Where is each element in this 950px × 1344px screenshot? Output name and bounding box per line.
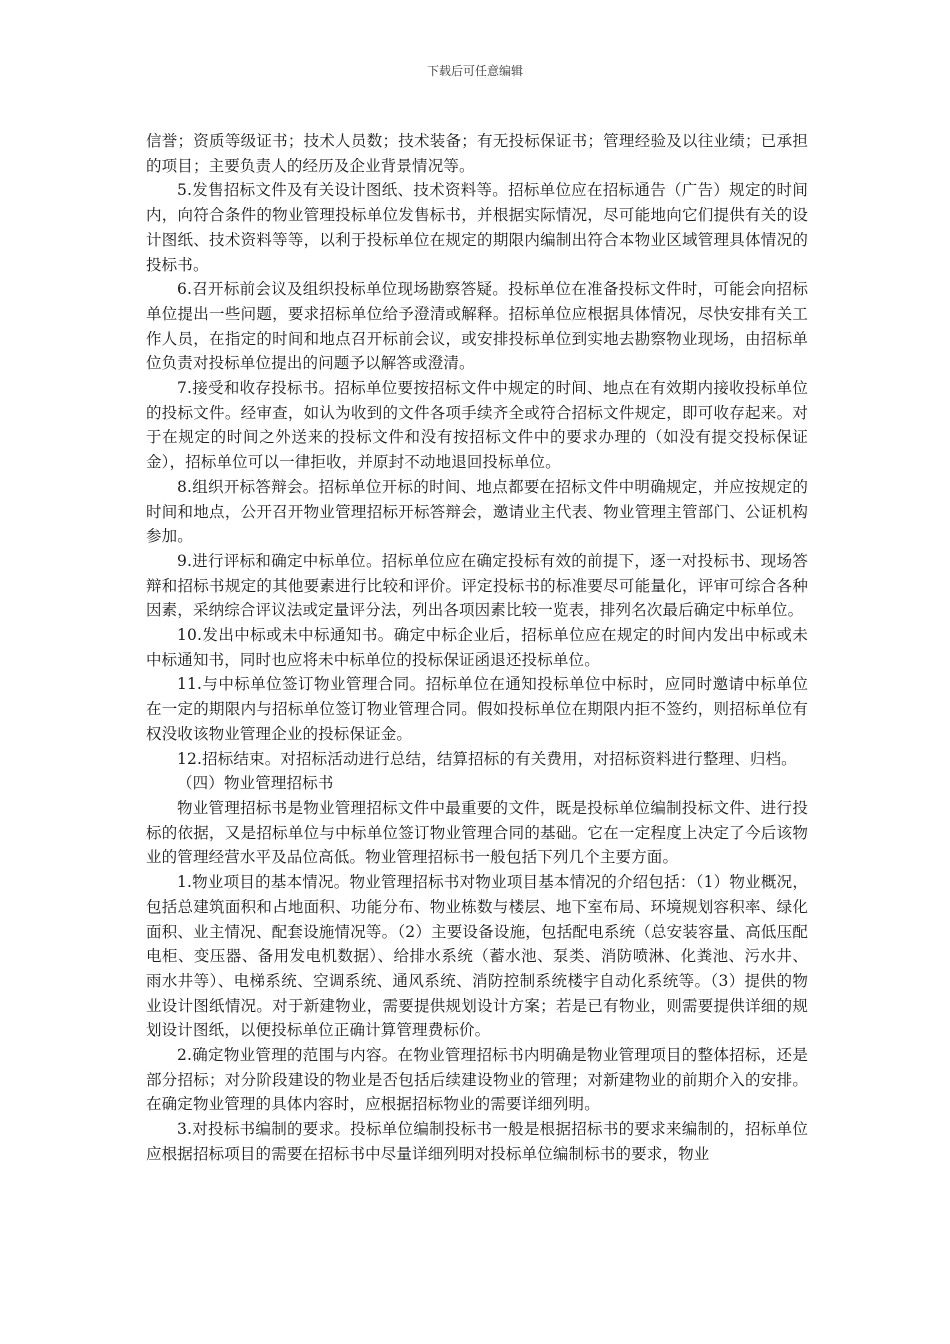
paragraph: 10.发出中标或未中标通知书。确定中标企业后，招标单位应在规定的时间内发出中标或未中标通知书，同时也应将未中标单位的投标保证函退还投标单位。 xyxy=(146,626,808,669)
paragraph: 物业管理招标书是物业管理招标文件中最重要的文件，既是投标单位编制投标文件、进行投标的依据，又是招标单位与中标单位签订物业管理合同的基础。它在一定程度上决定了今后该物业的管理经营水平及品位高低。物业管理招标书一般包括下列几个主要方面。 xyxy=(146,798,808,867)
section-heading: （四）物业管理招标书 xyxy=(177,774,334,793)
paragraph: 3.对投标书编制的要求。投标单位编制投标书一般是根据招标书的要求来编制的，招标单位应根据招标项目的需要在招标书中尽量详细列明对投标单位编制标书的要求，物业 xyxy=(146,1120,808,1163)
paragraph: 9.进行评标和确定中标单位。招标单位应在确定投标有效的前提下，逐一对投标书、现场答辩和招标书规定的其他要素进行比较和评价。评定投标书的标准要尽可能量化，评审可综合各种因素，采纳综合评议法或定量评分法，列出各项因素比较一览表，排列名次最后确定中标单位。 xyxy=(146,551,808,620)
paragraph: 11.与中标单位签订物业管理合同。招标单位在通知投标单位中标时，应同时邀请中标单位在一定的期限内与招标单位签订物业管理合同。假如投标单位在期限内拒不签约，则招标单位有权没收该物业管理企业的投标保证金。 xyxy=(146,675,808,743)
document-body xyxy=(146,129,808,1167)
paragraph: 6.召开标前会议及组织投标单位现场勘察答疑。投标单位在准备投标文件时，可能会向招标单位提出一些问题，要求招标单位给予澄清或解释。招标单位应根据具体情况，尽快安排有关工作人员，在指定的时间和地点召开标前会议，或安排投标单位到实地去勘察物业现场，由招标单位负责对投标单位提出的问题予以解答或澄清。 xyxy=(146,280,808,373)
paragraph: 7.接受和收存投标书。招标单位要按招标文件中规定的时间、地点在有效期内接收投标单位的投标文件。经审查，如认为收到的文件各项手续齐全或符合招标文件规定，即可收存起来。对于在规定的时间之外送来的投标文件和没有按招标文件中的要求办理的（如没有提交投标保证金），招标单位可以一律拒收，并原封不动地退回投标单位。 xyxy=(146,379,808,472)
paragraph: 1.物业项目的基本情况。物业管理招标书对物业项目基本情况的介绍包括：（1）物业概况，包括总建筑面积和占地面积、功能分布、物业栋数与楼层、地下室布局、环境规划容积率、绿化面积、业主情况、配套设施情况等。（2）主要设备设施，包括配电系统（总安装容量、高低压配电柜、变压器、备用发电机数据）、给排水系统（蓄水池、泵类、消防喷淋、化粪池、污水井、雨水井等）、电梯系统、空调系统、通风系统、消防控制系统楼宇自动化系统等。（3）提供的物业设计图纸情况。对于新建物业，需要提供规划设计方案；若是已有物业，则需要提供详细的规划设计图纸，以便投标单位正确计算管理费标价。 xyxy=(146,873,808,1040)
paragraph: 12.招标结束。对招标活动进行总结，结算招标的有关费用，对招标资料进行整理、归档。 xyxy=(177,749,797,768)
paragraph: 5.发售招标文件及有关设计图纸、技术资料等。招标单位应在招标通告（广告）规定的时间内，向符合条件的物业管理投标单位发售标书，并根据实际情况，尽可能地向它们提供有关的设计图纸、技术资料等等，以利于投标单位在规定的期限内编制出符合本物业区域管理具体情况的投标书。 xyxy=(146,181,808,274)
paragraph: 信誉；资质等级证书；技术人员数；技术装备；有无投标保证书；管理经验及以往业绩；已承担的项目；主要负责人的经历及企业背景情况等。 xyxy=(146,132,808,175)
page-header-note: 下载后可任意编辑 xyxy=(426,64,523,78)
paragraph: 8.组织开标答辩会。招标单位开标的时间、地点都要在招标文件中明确规定，并应按规定的时间和地点，公开召开物业管理招标开标答辩会，邀请业主代表、物业管理主管部门、公证机构参加。 xyxy=(146,477,808,546)
paragraph: 2.确定物业管理的范围与内容。在物业管理招标书内明确是物业管理项目的整体招标，还是部分招标；对分阶段建设的物业是否包括后续建设物业的管理；对新建物业的前期介入的安排。在确定物业管理的具体内容时，应根据招标物业的需要详细列明。 xyxy=(146,1046,808,1114)
